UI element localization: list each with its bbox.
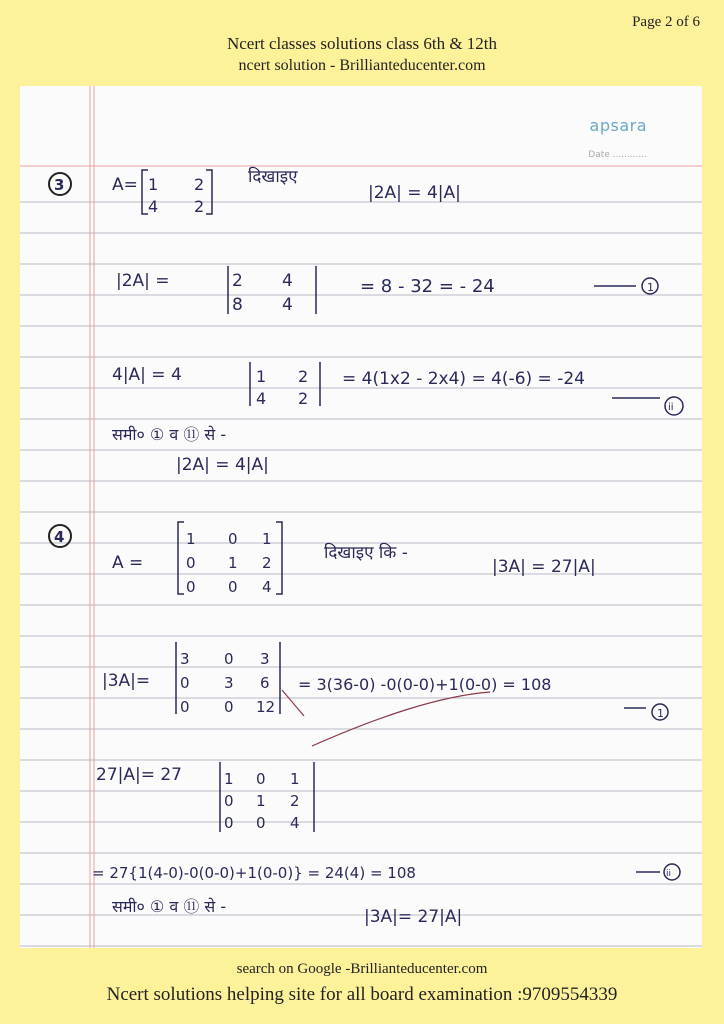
q3-m11: 1 xyxy=(148,175,159,194)
q4-line1-ref: 1 xyxy=(657,707,664,720)
q4-line1-lhs: |3A|= xyxy=(102,671,151,691)
q3-conclusion-text: समी० ① व ⑪ से - xyxy=(112,425,227,444)
q3-l1-d22: 4 xyxy=(282,295,293,315)
q3-l2-d21: 4 xyxy=(256,389,267,408)
q4-m33: 4 xyxy=(262,578,272,596)
footer-tagline: Ncert solutions helping site for all board examination :9709554339 xyxy=(106,984,618,1005)
question-4 xyxy=(49,522,680,927)
q4-l1-d22: 3 xyxy=(224,674,234,692)
notebook-brand-logo: apsara xyxy=(589,116,647,135)
q4-l1-d12: 0 xyxy=(224,650,234,668)
q4-m31: 0 xyxy=(186,578,196,596)
q3-conclusion-eq: |2A| = 4|A| xyxy=(176,455,269,475)
q4-m22: 1 xyxy=(228,554,238,572)
q3-l1-d11: 2 xyxy=(232,271,243,291)
notebook-date-label: Date ............ xyxy=(588,150,647,160)
q4-line3: = 27{1(4-0)-0(0-0)+1(0-0)} = 24(4) = 108 xyxy=(92,864,416,882)
q3-given-lhs: A= xyxy=(112,175,138,195)
q4-m13: 1 xyxy=(262,530,272,548)
q4-l1-d11: 3 xyxy=(180,650,190,668)
q4-l2-d13: 1 xyxy=(290,770,300,788)
q3-l2-d22: 2 xyxy=(298,389,309,408)
q4-m32: 0 xyxy=(228,578,238,596)
footer-search-line: search on Google -Brillianteducenter.com xyxy=(236,961,488,977)
q4-conclusion-eq: |3A|= 27|A| xyxy=(364,907,463,927)
q3-line2-ref: ii xyxy=(668,402,674,413)
q3-line1-ref: 1 xyxy=(647,281,654,294)
q4-l1-d21: 0 xyxy=(180,674,190,692)
q4-l2-d21: 0 xyxy=(224,792,234,810)
q3-show-word: दिखाइए xyxy=(248,167,298,187)
header-subtitle: ncert solution - Brillianteducenter.com xyxy=(238,57,486,74)
q3-line1-result: = 8 - 32 = - 24 xyxy=(360,276,495,297)
q4-given-lhs: A = xyxy=(112,553,144,573)
q3-number: 3 xyxy=(54,176,65,194)
q4-line3-ref: ii xyxy=(666,869,672,879)
q4-l1-d32: 0 xyxy=(224,698,234,716)
q4-show-text: दिखाइए कि - xyxy=(324,543,408,563)
q3-to-show: |2A| = 4|A| xyxy=(368,183,461,203)
q3-l1-d12: 4 xyxy=(282,271,293,291)
q3-m22: 2 xyxy=(194,197,205,216)
q3-m21: 4 xyxy=(148,197,159,216)
q4-l2-d33: 4 xyxy=(290,814,300,832)
q3-line2-result: = 4(1x2 - 2x4) = 4(-6) = -24 xyxy=(342,369,585,389)
notebook-page xyxy=(20,86,702,948)
q3-line1-lhs: |2A| = xyxy=(116,271,170,291)
q4-l1-d23: 6 xyxy=(260,674,270,692)
q4-l1-d13: 3 xyxy=(260,650,270,668)
question-3 xyxy=(49,166,683,475)
q4-l2-d22: 1 xyxy=(256,792,266,810)
q4-l2-d23: 2 xyxy=(290,792,300,810)
q4-line1-result: = 3(36-0) -0(0-0)+1(0-0) = 108 xyxy=(298,675,552,694)
q4-m23: 2 xyxy=(262,554,272,572)
q4-m11: 1 xyxy=(186,530,196,548)
q3-line2-lhs: 4|A| = 4 xyxy=(112,365,182,385)
q4-l2-d31: 0 xyxy=(224,814,234,832)
q4-l1-d31: 0 xyxy=(180,698,190,716)
q4-l1-d33: 12 xyxy=(256,698,276,716)
q4-m12: 0 xyxy=(228,530,238,548)
header-title: Ncert classes solutions class 6th & 12th xyxy=(226,34,498,53)
q4-line2-lhs: 27|A|= 27 xyxy=(96,765,182,785)
q3-l1-d21: 8 xyxy=(232,295,243,315)
page-number: Page 2 of 6 xyxy=(632,14,700,30)
q3-m12: 2 xyxy=(194,175,205,194)
q4-m21: 0 xyxy=(186,554,196,572)
q4-number: 4 xyxy=(54,528,65,546)
handwritten-solution xyxy=(20,86,702,948)
q4-l2-d11: 1 xyxy=(224,770,234,788)
q3-l2-d11: 1 xyxy=(256,367,267,386)
q3-l2-d12: 2 xyxy=(298,367,309,386)
q4-to-show: |3A| = 27|A| xyxy=(492,557,596,577)
q4-l2-d32: 0 xyxy=(256,814,266,832)
q4-conclusion-text: समी० ① व ⑪ से - xyxy=(112,897,227,916)
q4-l2-d12: 0 xyxy=(256,770,266,788)
